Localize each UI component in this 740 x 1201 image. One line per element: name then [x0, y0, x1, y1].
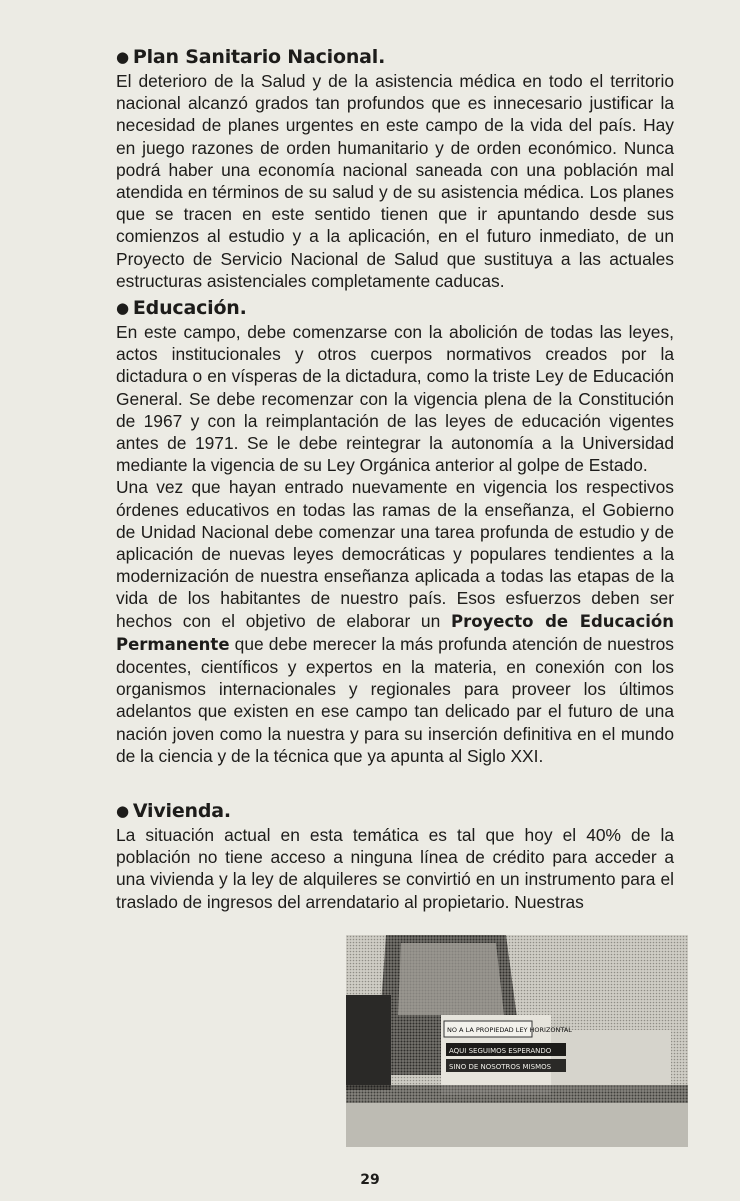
photo-sign-2: AQUI SEGUIMOS ESPERANDO: [449, 1047, 552, 1055]
paragraph: El deterioro de la Salud y de la asistencia médica en todo el territorio nacional alcanzó grados tan profundos que es innecesario justificar la necesidad de planes urgentes en este campo de la vida del país. Hay en juego razones de orden humanitario y de orden económico. Nunca podrá haber una economía nacional saneada con una población mal atendida en términos de su salud y de su asistencia médica. Los planes que se tracen en este sentido tienen que ir apuntando desde sus comienzos al estudio y a la aplicación, en el futuro inmediato, de un Proyecto de Servicio Nacional de Salud que sustituya a las actuales estructuras asistenciales completamente caducas.: [116, 71, 674, 291]
section-plan-sanitario: [116, 46, 674, 292]
bold-project-title: Proyecto de Educación Permanente: [116, 611, 674, 654]
heading-text: Plan Sanitario Nacional.: [132, 46, 386, 68]
section-vivienda: [116, 800, 674, 913]
photo-illustration: [346, 935, 688, 1147]
section-heading: [116, 46, 674, 68]
page-number: 29: [360, 1172, 380, 1188]
bullet-icon: ●: [116, 299, 129, 317]
section-heading: [116, 800, 674, 822]
protest-photo: [346, 935, 688, 1147]
heading-text: Vivienda.: [132, 800, 231, 822]
heading-text: Educación.: [132, 297, 247, 319]
section-educacion: [116, 297, 674, 767]
paragraph: La situación actual en esta temática es tal que hoy el 40% de la población no tiene acceso a ninguna línea de crédito para acceder a una vivienda y la ley de alquileres se convirtió en un instrumento para el traslado de ingresos del arrendatario al propietario. Nuestras: [116, 825, 674, 912]
section-heading: [116, 297, 674, 319]
photo-sign-3: SINO DE NOSOTROS MISMOS: [449, 1063, 552, 1071]
paragraph-text: que debe merecer la más profunda atención de nuestros docentes, científicos y expertos en la materia, en conexión con los organismos internacionales y regionales para proveer los últimos adelantos que existen en ese campo tan delicado par el futuro de una nación joven como la nuestra y para su inserción definitiva en el mundo de la ciencia y de la técnica que ya apunta al Siglo XXI.: [116, 633, 674, 766]
photo-sign-1: NO A LA PROPIEDAD LEY HORIZONTAL: [447, 1026, 572, 1034]
bullet-icon: ●: [116, 802, 129, 820]
paragraph: [116, 476, 674, 767]
paragraph-text: Una vez que hayan entrado nuevamente en vigencia los respectivos órdenes educativos en todas las ramas de la enseñanza, el Gobierno de Unidad Nacional debe comenzar una tarea profunda de estudio y de aplicación de nuevas leyes democráticas y populares tendientes a la modernización de nuestra enseñanza aplicada a todas las etapas de la vida de los habitantes de nuestro país. Esos esfuerzos deben ser hechos con el objetivo de elaborar un: [116, 477, 674, 631]
paragraph: En este campo, debe comenzarse con la abolición de todas las leyes, actos institucionales y otros cuerpos normativos creados por la dictadura o en vísperas de la dictadura, como la triste Ley de Educación General. Se debe recomenzar con la vigencia plena de la Constitución de 1967 y con la reimplantación de las leyes de educación vigentes antes de 1971. Se le debe reintegrar la autonomía a la Universidad mediante la vigencia de su Ley Orgánica anterior al golpe de Estado.: [116, 322, 674, 476]
bullet-icon: ●: [116, 48, 129, 66]
